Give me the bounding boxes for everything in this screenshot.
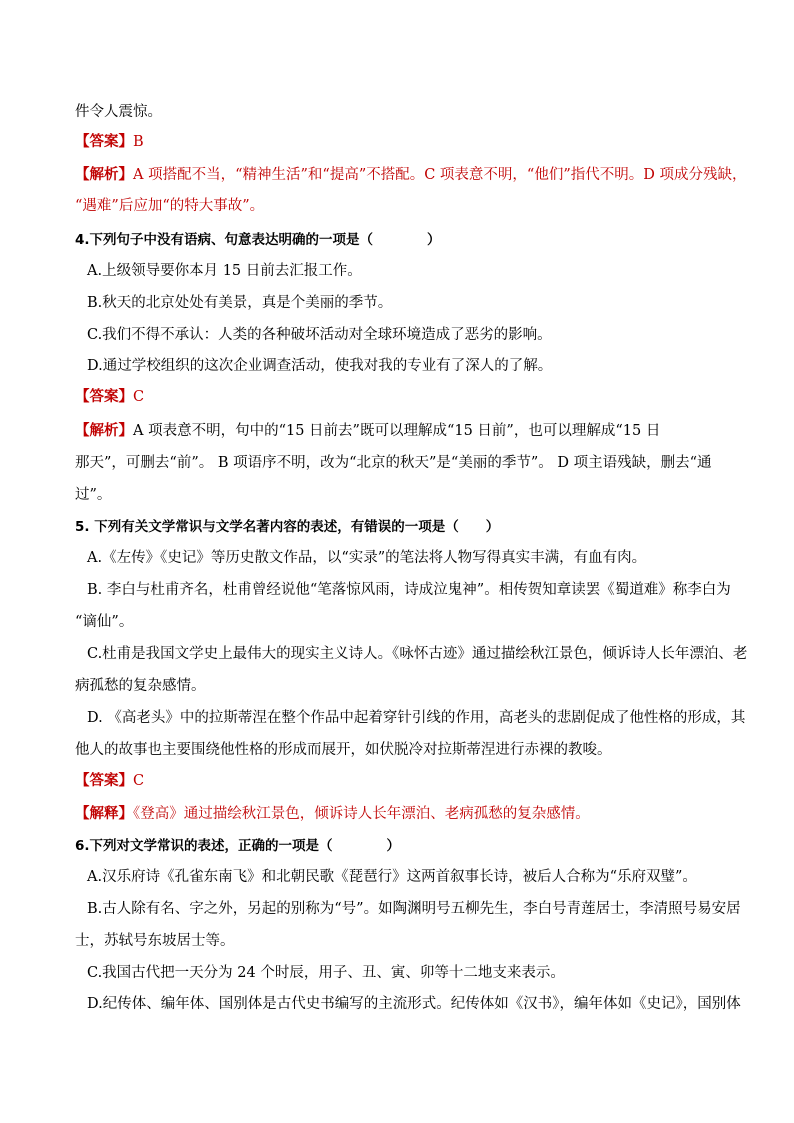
q5-option-a: A.《左传》《史记》等历史散文作品，以“实录”的笔法将人物写得真实丰满，有血有肉。	[87, 550, 647, 566]
q6-option-a: A.汉乐府诗《孔雀东南飞》和北朝民歌《琵琶行》这两首叙事长诗，被后人合称为“乐府双璧”。	[87, 869, 697, 885]
analysis-line	[75, 803, 590, 825]
analysis-line	[75, 195, 264, 217]
answer-value: C	[133, 773, 145, 789]
analysis-tag: 【解释】	[75, 805, 133, 822]
analysis-text: A 项表意不明，句中的“15 日前去”既可以理解成“15 日前”，也可以理解成“15 日	[133, 423, 661, 439]
continued-text: 件令人震惊。	[75, 104, 162, 120]
answer-tag: 【答案】	[75, 133, 133, 150]
analysis-text: 那天”，可删去“前”。 B 项语序不明，改为“北京的秋天”是“美丽的季节”。 D 项主语残缺，删去“通	[75, 455, 712, 471]
q5-option-b-cont: “谪仙”。	[75, 614, 134, 630]
analysis-tag: 【解析】	[75, 422, 133, 439]
q6-option-d: D.纪传体、编年体、国别体是古代史书编写的主流形式。纪传体如《汉书》，编年体如《史记》，国别体	[87, 996, 741, 1012]
answer-tag: 【答案】	[75, 772, 133, 789]
analysis-line	[75, 452, 712, 474]
q6-option-c: C.我国古代把一天分为 24 个时辰，用子、丑、寅、卯等十二地支来表示。	[87, 965, 565, 981]
question-5-stem: 5. 下列有关文学常识与文学名著内容的表述，有错误的一项是（ ）	[75, 519, 500, 535]
analysis-text: 《登高》通过描绘秋江景色，倾诉诗人长年漂泊、老病孤愁的复杂感情。	[133, 806, 590, 822]
question-4-stem: 4.下列句子中没有语病、句意表达明确的一项是（ ）	[75, 232, 441, 248]
analysis-line	[75, 164, 747, 186]
analysis-line	[75, 420, 660, 442]
q5-option-c: C.杜甫是我国文学史上最伟大的现实主义诗人。《咏怀古迹》通过描绘秋江景色，倾诉诗人长年漂泊、老	[87, 646, 748, 662]
analysis-text: 过”。	[75, 487, 112, 503]
answer-tag: 【答案】	[75, 388, 133, 405]
analysis-tag: 【解析】	[75, 166, 133, 183]
q4-option-c: C.我们不得不承认：人类的各种破坏活动对全球环境造成了恶劣的影响。	[87, 327, 552, 343]
answer-value: B	[133, 134, 144, 150]
q5-option-d-cont: 他人的故事也主要围绕他性格的形成而展开，如伏脱冷对拉斯蒂涅进行赤裸的教唆。	[75, 742, 612, 758]
text-line	[75, 101, 162, 123]
q4-option-d: D.通过学校组织的这次企业调查活动，使我对我的专业有了深人的了解。	[87, 358, 553, 374]
answer-line	[75, 131, 144, 153]
q6-option-b: B.古人除有名、字之外，另起的别称为“号”。如陶渊明号五柳先生，李白号青莲居士，李清照号易安居	[87, 901, 741, 917]
q5-option-b: B. 李白与杜甫齐名，杜甫曾经说他“笔落惊风雨，诗成泣鬼神”。相传贺知章读罢《蜀道难》称李白为	[87, 582, 731, 598]
q4-option-b: B.秋天的北京处处有美景，真是个美丽的季节。	[87, 295, 393, 311]
q4-option-a: A.上级领导要你本月 15 日前去汇报工作。	[87, 263, 362, 279]
answer-line	[75, 770, 144, 792]
analysis-text: A 项搭配不当，“精神生活”和“提高”不搭配。C 项表意不明，“他们”指代不明。D 项成分残缺，	[133, 167, 747, 183]
answer-value: C	[133, 389, 145, 405]
question-6-stem: 6.下列对文学常识的表述，正确的一项是（ ）	[75, 838, 401, 854]
q6-option-b-cont: 士，苏轼号东坡居士等。	[75, 933, 235, 949]
analysis-line	[75, 484, 111, 506]
analysis-text: “遇难”后应加“的特大事故”。	[75, 198, 265, 214]
answer-line	[75, 386, 144, 408]
q5-option-c-cont: 病孤愁的复杂感情。	[75, 678, 206, 694]
q5-option-d: D. 《高老头》中的拉斯蒂涅在整个作品中起着穿针引线的作用，高老头的悲剧促成了他性格的形成，其	[87, 710, 746, 726]
